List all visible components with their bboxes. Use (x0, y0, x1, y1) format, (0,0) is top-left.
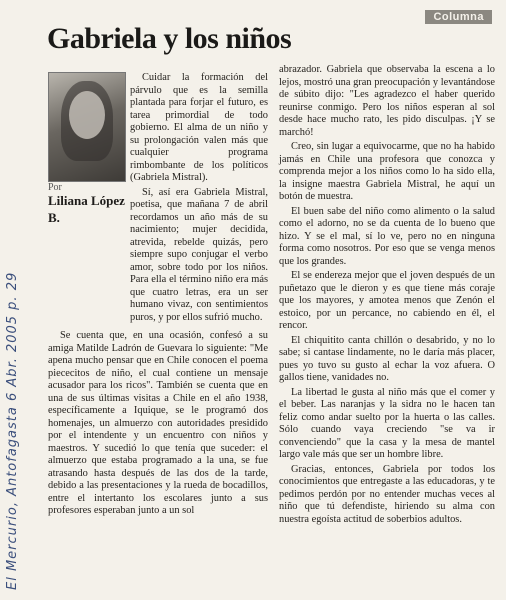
section-label: Columna (425, 10, 492, 24)
paragraph: El buen sabe del niño como alimento o la salud como el adorno, no se da cuenta de lo bueno que hizo. Y se el mal, sí lo ve, pero no en ninguna forma como nosotros. Por eso que se venga menos que los grandes. (279, 205, 495, 267)
paragraph: Se cuenta que, en una ocasión, confesó a su amiga Matilde Ladrón de Guevara lo siguiente: "Me apena mucho pensar que en Chile conocen el poema piececitos de niño, el cual contiene un mensaje acusador para los ricos". También se cuenta que en una de sus últimas visitas a Chile en el año 1938, específicamente a Iquique, se le programó dos homenajes, un almuerzo con autoridades presidido por el intendente y un encuentro con niños y maestros. Y sucedió lo que tenía que suceder: el almuerzo que estaba programado a la una, se fue atrasando hasta después de las dos de la tarde, debido a las presentaciones y la rueda de bocadillos, entre el intertanto los escolares junto a sus profesores esperaban junto a un sol (48, 330, 268, 516)
paragraph: Cuidar la formación del párvulo que es la semilla plantada para forjar el futuro, es tarea primordial de todo gobierno. El alma de un niño y su prolongación valen más que cualquier programa rimbombante de los políticos (Gabriela Mistral). (130, 72, 268, 183)
paragraph: abrazador. Gabriela que observaba la escena a lo lejos, mostró una gran preocupación y levantándose de súbito dijo: "Les agradezco el haber querido reunirse conmigo. Pero los niños esperan al sol desde hace mucho rato, les pido disculpas. ¡Y se marchó! (279, 64, 495, 138)
author-photo-face (69, 91, 105, 139)
handwritten-source-note: El Mercurio, Antofagasta 6 Abr. 2005 p. 29 (5, 271, 20, 590)
byline-prefix: Por (48, 182, 62, 193)
paragraph: Gracias, entonces, Gabriela por todos los conocimientos que entregaste a las educadoras, y te pedimos perdón por no entender muchas veces al niño que tú defendiste, hiriendo su alma con nuestra egoísta actitud de soberbios adultos. (279, 463, 495, 525)
byline-author: Liliana López B. (48, 193, 125, 225)
paragraph: El se endereza mejor que el joven después de un puñetazo que le dieron y es que tiene más coraje que los mayores, y amotea menos que Zenón el estoico, por un percance, no cabiendo en él, el rencor. (279, 270, 495, 331)
column-1-upper (130, 72, 268, 326)
column-1-lower (48, 330, 268, 520)
article-headline: Gabriela y los niños (47, 22, 292, 55)
paragraph: El chiquitito canta chillón o desabrido, y no lo sabe; si cantase lindamente, no le daría más placer, pues yo tuvo su gusto al echar la voz afuera. O gallos tiene, vanidades no. (279, 334, 495, 383)
author-photo (48, 72, 126, 182)
column-2 (279, 64, 495, 528)
paragraph: La libertad le gusta al niño más que el comer y el beber. Las naranjas y la sidra no le hacen tan feliz como andar suelto por la huerta o las calles. Sólo cuando vaya creciendo "se va ir convenciendo" que la casa y la mesa de mantel largo vale más que ser un hombre libre. (279, 386, 495, 460)
paragraph: Creo, sin lugar a equivocarme, que no ha habido jamás en Chile una profesora que conozca y comprenda mejor a los niños como lo ha sido ella, la insigne maestra Gabriela Mistral, he aquí un botón de muestra. (279, 141, 495, 202)
paragraph: Sí, así era Gabriela Mistral, poetisa, que mañana 7 de abril recordamos un año más de su nacimiento; mujer decidida, atrevida, rebelde quizás, pero siempre supo conjugar el verbo amor, sobre todo por los niños. Para ella el término niño era más que cuatro letras, era un ser humano vivaz, con sentimientos puros, y por ellos sufrió mucho. (130, 186, 268, 323)
